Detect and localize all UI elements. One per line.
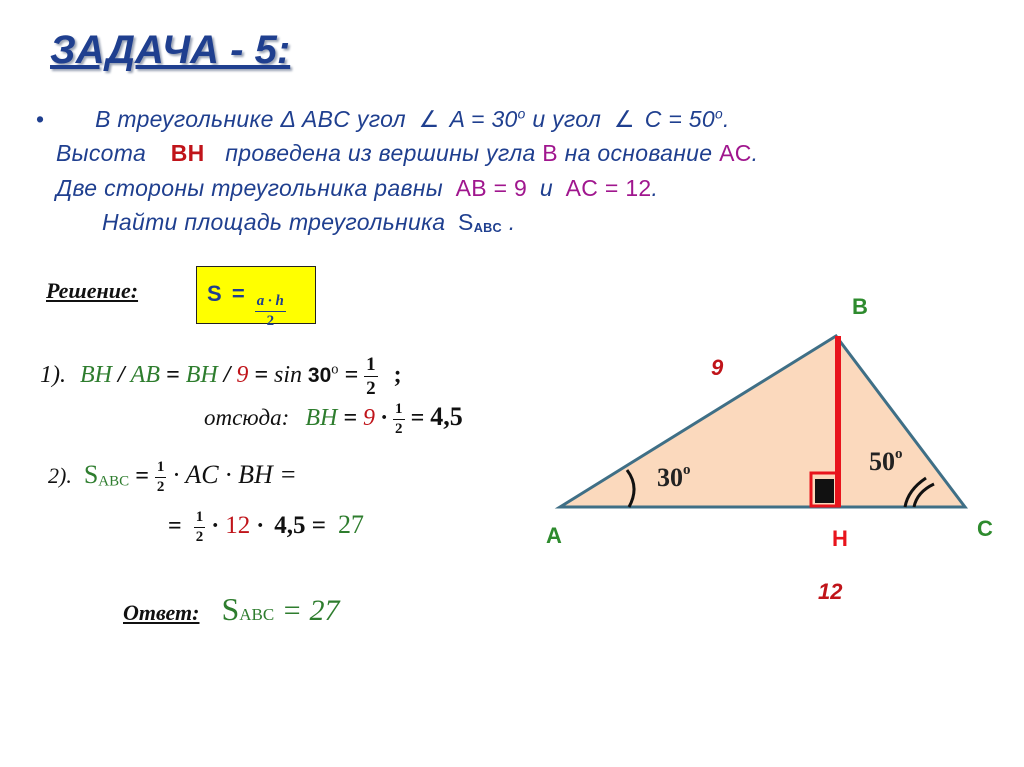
area-formula: S = $\frac{a \cdot h}{2}$ xyxy=(207,281,284,329)
solution-label: Решение: xyxy=(46,278,139,303)
side-ab-label: 9 xyxy=(711,355,724,380)
step-2-calc: = $\frac{1}{2}$ · 12 · 4,5 = 27 xyxy=(168,509,364,545)
vertex-a: A xyxy=(546,523,562,548)
height-label: BH xyxy=(170,140,205,166)
answer: Ответ: SABC = 27 xyxy=(123,591,340,627)
slide-title: ЗАДАЧА - 5: xyxy=(50,28,291,72)
step-2: 2). SABC = $\frac{1}{2}$ · AC · BH = xyxy=(48,459,297,495)
triangle-abc xyxy=(560,336,965,507)
vertex-b: B xyxy=(852,294,868,319)
angle-a-label: 30$^o$ xyxy=(657,462,691,492)
problem-line-4: Найти площадь треугольника SABC . xyxy=(102,209,516,235)
vertex-c: C xyxy=(977,516,993,541)
step-1-result: отсюда: BH = 9 · $\frac{1}{2}$ = 4,5 xyxy=(204,401,463,437)
right-angle-fill xyxy=(815,479,834,503)
angle-icon: ∠ xyxy=(418,106,440,132)
side-ac-label: 12 xyxy=(818,579,843,604)
bullet: • xyxy=(36,106,45,132)
step-1: 1). BH / AB = BH / $9 = \sin 30^o$ = $\frac{1}{2}$ ; xyxy=(40,354,402,399)
angle-c-label: 50$^o$ xyxy=(869,446,903,476)
problem-line-3: Две стороны треугольника равны AB = 9 и AC = 12. xyxy=(56,175,659,201)
problem-line-2: Высота BH проведена из вершины угла B на основание AC. xyxy=(56,140,759,166)
foot-h: H xyxy=(832,526,848,551)
angle-icon: ∠ xyxy=(613,106,635,132)
problem-line-1: • В треугольнике Δ ABC угол ∠ $A = 30^o$ и угол ∠ $C = 50^o$. xyxy=(36,106,730,132)
